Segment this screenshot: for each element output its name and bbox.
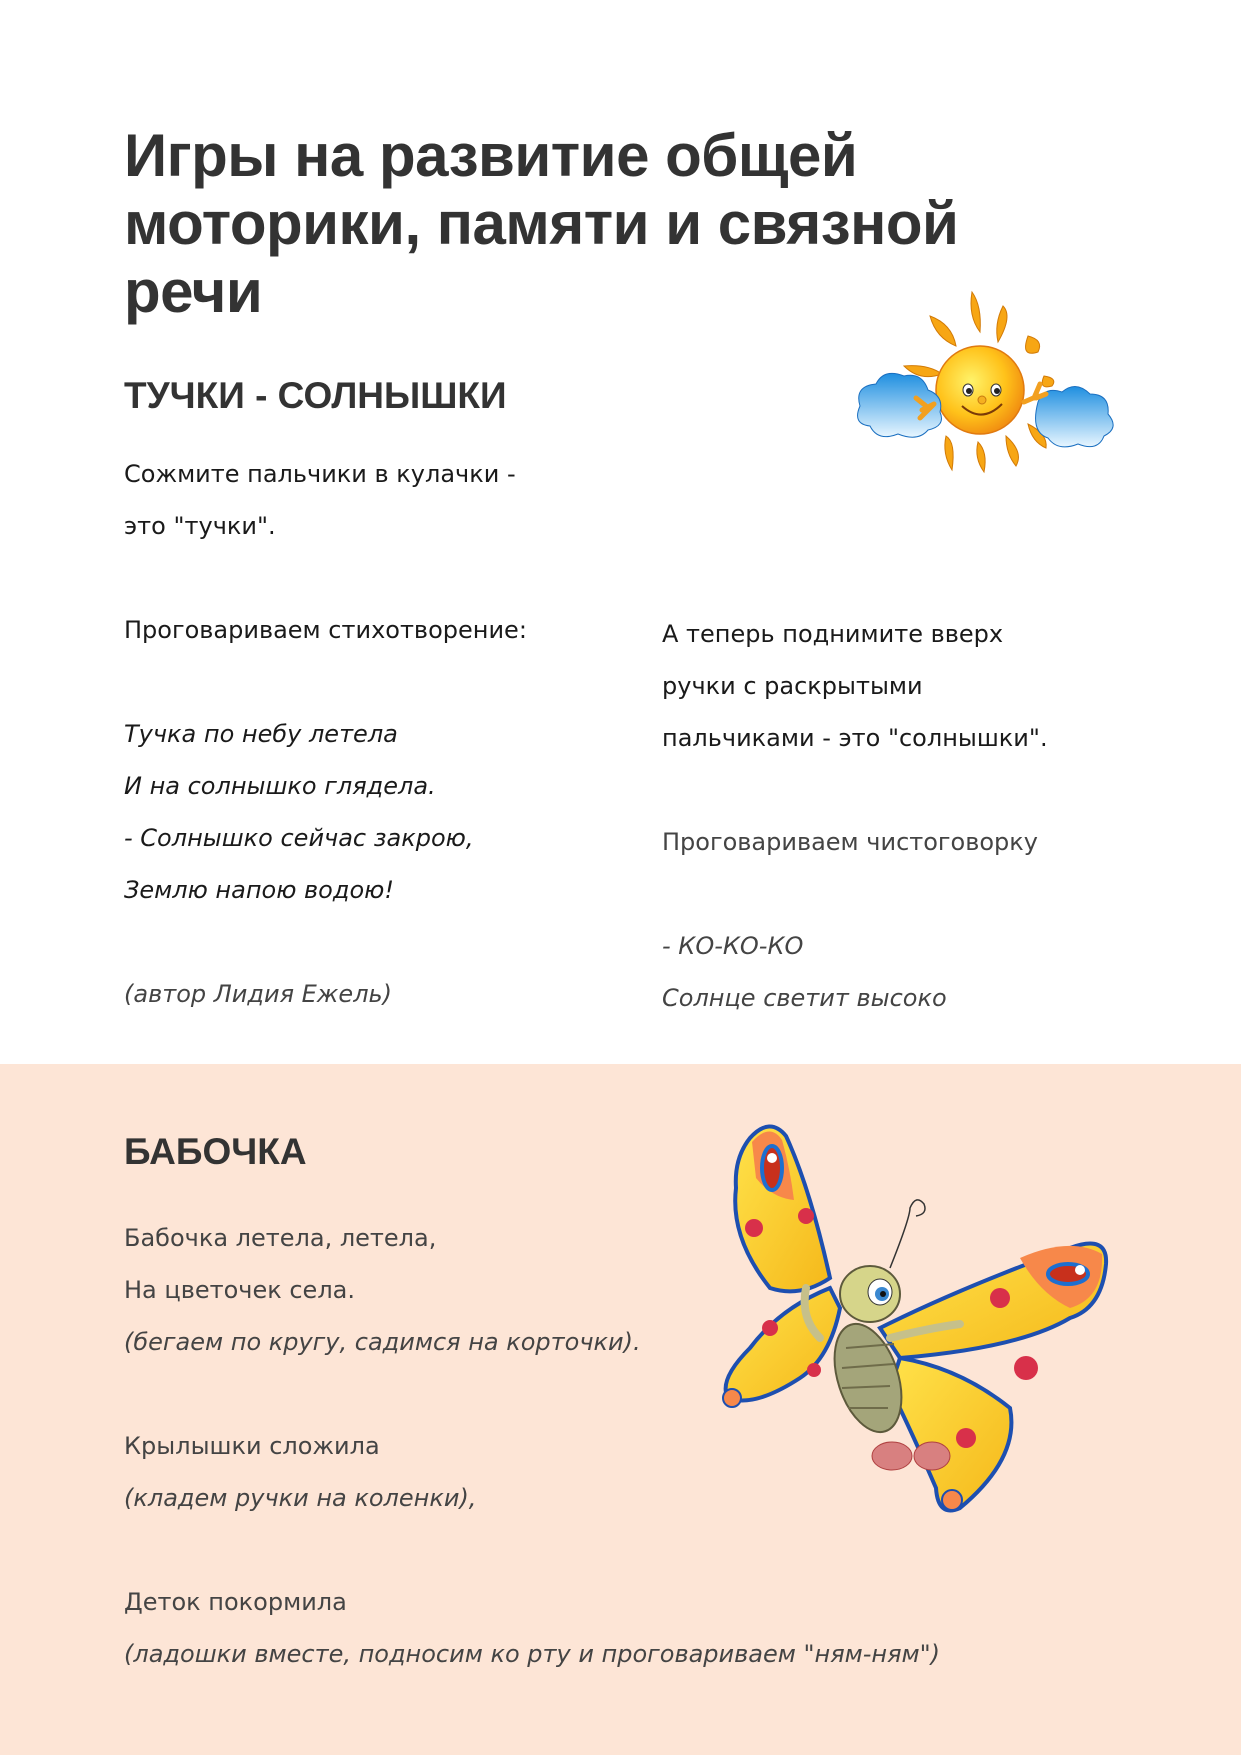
spacer (662, 868, 1048, 920)
action-hint: (бегаем по кругу, садимся на корточки). (124, 1328, 641, 1356)
spacer (124, 1368, 940, 1420)
instruction-text: пальчиками - это "солнышки". (662, 724, 1048, 752)
action-hint: (кладем ручки на коленки), (124, 1484, 477, 1512)
spacer (124, 1524, 940, 1576)
poem-line: Крылышки сложила (124, 1432, 380, 1460)
poem-line: На цветочек села. (124, 1276, 355, 1304)
poem-author: (автор Лидия Ежель) (124, 980, 393, 1008)
instruction-text: Сожмите пальчики в кулачки - (124, 460, 516, 488)
poem-line: Землю напою водою! (124, 876, 394, 904)
section-heading-clouds: ТУЧКИ - СОЛНЫШКИ (124, 375, 507, 416)
spacer (662, 764, 1048, 816)
poem-line: - Солнышко сейчас закрою, (124, 824, 474, 852)
poem-line: Тучка по небу летела (124, 720, 398, 748)
tongue-twister-line: Солнце светит высоко (662, 984, 947, 1012)
instruction-text: А теперь поднимите вверх (662, 620, 1004, 648)
poem-line: И на солнышко глядела. (124, 772, 436, 800)
title-line: моторики, памяти и связной (124, 190, 959, 257)
poem-line: Бабочка летела, летела, (124, 1224, 437, 1252)
sun-clouds-icon (848, 286, 1120, 476)
instruction-text: это "тучки". (124, 512, 276, 540)
action-hint: (ладошки вместе, подносим ко рту и проговариваем "ням-ням") (124, 1640, 941, 1668)
butterfly-poem (124, 1212, 940, 1680)
section-heading-butterfly: БАБОЧКА (124, 1131, 307, 1172)
recite-label: Проговариваем стихотворение: (124, 616, 527, 644)
recite-label: Проговариваем чистоговорку (662, 828, 1038, 856)
clouds-right-column (662, 608, 1048, 1024)
clouds-left-column (124, 448, 527, 1020)
spacer (124, 656, 527, 708)
title-line: речи (124, 258, 263, 325)
spacer (124, 916, 527, 968)
tongue-twister-line: - КО-КО-КО (662, 932, 804, 960)
poem-line: Деток покормила (124, 1588, 347, 1616)
spacer (124, 552, 527, 604)
instruction-text: ручки с раскрытыми (662, 672, 923, 700)
title-line: Игры на развитие общей (124, 122, 858, 189)
